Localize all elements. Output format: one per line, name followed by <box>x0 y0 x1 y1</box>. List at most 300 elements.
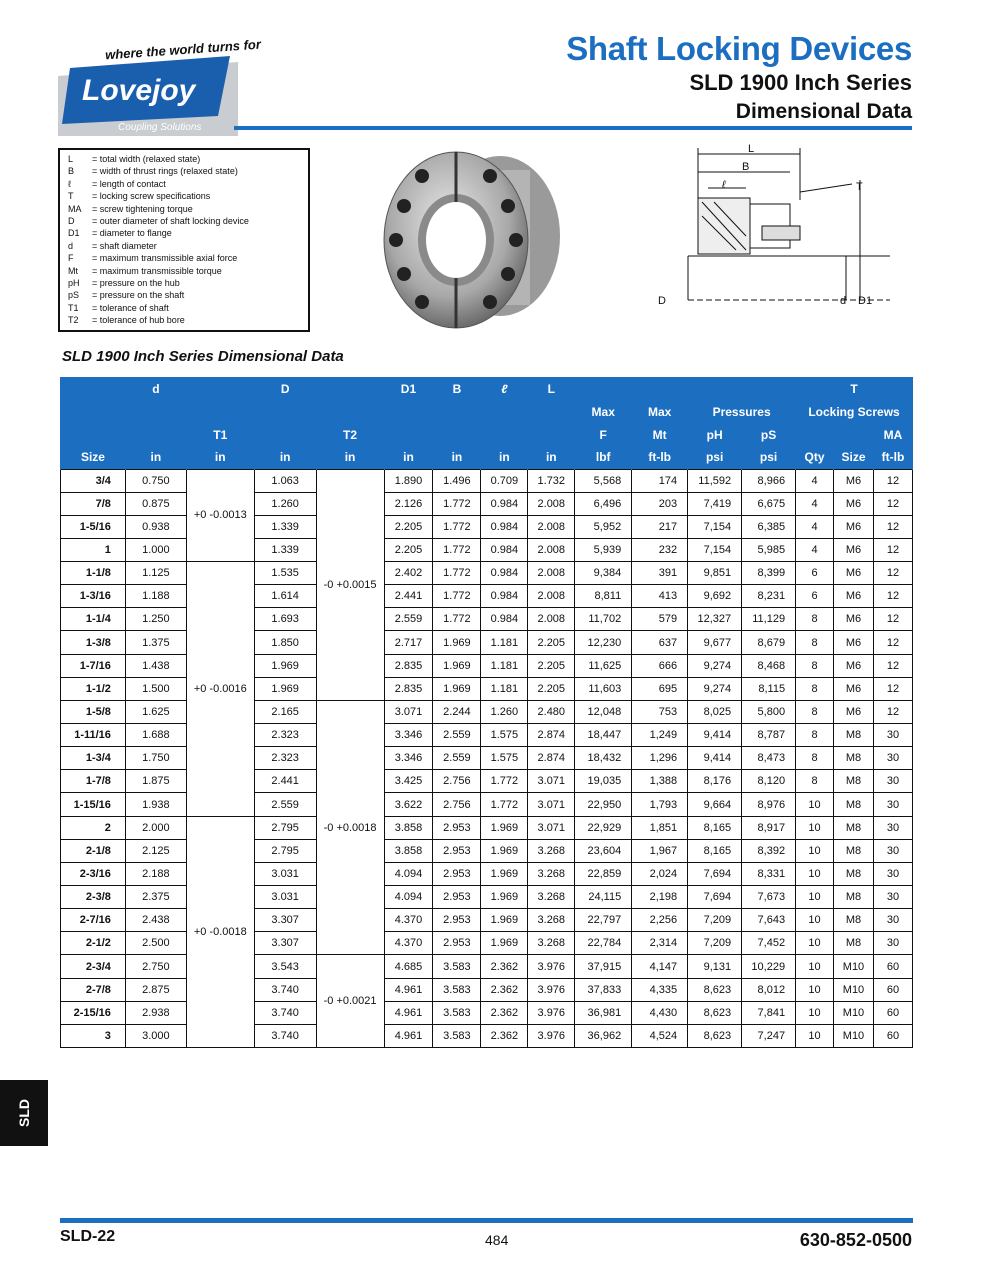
table-cell: 4 <box>796 492 834 515</box>
table-cell: 3.425 <box>384 770 433 793</box>
header-d: d <box>125 377 186 400</box>
legend-item <box>68 277 300 289</box>
table-cell: 12 <box>873 492 912 515</box>
table-cell: 7,209 <box>688 909 742 932</box>
unit-header: in <box>384 446 433 469</box>
table-cell: 8,473 <box>742 747 796 770</box>
table-cell: M10 <box>834 1001 874 1024</box>
table-cell: 2,256 <box>632 909 688 932</box>
table-cell: 8,468 <box>742 654 796 677</box>
table-cell: 11,603 <box>575 677 632 700</box>
table-cell: M8 <box>834 747 874 770</box>
table-cell: 2.008 <box>528 562 575 585</box>
table-cell: 1.772 <box>433 492 481 515</box>
table-cell: 8,966 <box>742 469 796 492</box>
header-locking-screws: Locking Screws <box>796 400 913 423</box>
header-max-torque: Max <box>632 400 688 423</box>
table-cell: 1.969 <box>481 839 528 862</box>
table-cell: 3.858 <box>384 839 433 862</box>
table-cell: 2,024 <box>632 862 688 885</box>
legend-item <box>68 240 300 252</box>
table-cell: 1-7/8 <box>61 770 126 793</box>
table-cell: 4,147 <box>632 955 688 978</box>
header-D1: D1 <box>384 377 433 400</box>
table-cell: 1.000 <box>125 538 186 561</box>
drawing-label-D1: D1 <box>858 295 873 307</box>
table-cell: 7,209 <box>688 932 742 955</box>
table-cell: 7,841 <box>742 1001 796 1024</box>
table-cell: 1-5/8 <box>61 700 126 723</box>
table-cell: 2.008 <box>528 585 575 608</box>
section-tab: SLD <box>0 1080 48 1146</box>
table-cell: 2.874 <box>528 747 575 770</box>
table-cell: 3.268 <box>528 886 575 909</box>
legend-definition: = outer diameter of shaft locking device <box>92 216 249 227</box>
table-cell: 1-7/16 <box>61 654 126 677</box>
legend-definition: = maximum transmissible axial force <box>92 253 238 264</box>
table-cell: 1 <box>61 538 126 561</box>
header-T2: T2 <box>316 423 384 446</box>
table-cell: 2-3/16 <box>61 862 126 885</box>
legend-item <box>68 215 300 227</box>
page-subtitle: Dimensional Data <box>735 100 912 123</box>
unit-header: lbf <box>575 446 632 469</box>
table-cell: 2.362 <box>481 978 528 1001</box>
table-cell: 37,833 <box>575 978 632 1001</box>
table-cell: 8,392 <box>742 839 796 862</box>
table-cell: 1.181 <box>481 677 528 700</box>
table-cell: 8,012 <box>742 978 796 1001</box>
table-cell: 4.685 <box>384 955 433 978</box>
table-cell: 2.795 <box>254 816 316 839</box>
table-cell: 1.260 <box>481 700 528 723</box>
shaft-tolerance-cell: +0 -0.0013 <box>186 469 254 562</box>
table-cell: 12 <box>873 469 912 492</box>
table-cell: 5,952 <box>575 515 632 538</box>
table-cell: 30 <box>873 793 912 816</box>
symbol-legend <box>58 148 310 332</box>
table-cell: 1-11/16 <box>61 724 126 747</box>
table-cell: 24,115 <box>575 886 632 909</box>
table-cell: 217 <box>632 515 688 538</box>
table-cell: 4,430 <box>632 1001 688 1024</box>
legend-definition: = total width (relaxed state) <box>92 154 201 164</box>
table-cell: 22,797 <box>575 909 632 932</box>
drawing-label-B: B <box>742 161 750 173</box>
legend-symbol: pS <box>68 290 80 301</box>
table-cell: 8 <box>796 770 834 793</box>
table-cell: 6,385 <box>742 515 796 538</box>
table-cell: M6 <box>834 469 874 492</box>
table-cell: 1.438 <box>125 654 186 677</box>
table-cell: 9,274 <box>688 654 742 677</box>
table-cell: 30 <box>873 770 912 793</box>
table-cell: 6,496 <box>575 492 632 515</box>
table-cell: 7/8 <box>61 492 126 515</box>
table-cell: 3.622 <box>384 793 433 816</box>
unit-header: Qty <box>796 446 834 469</box>
table-cell: 8 <box>796 677 834 700</box>
table-cell: 2-3/8 <box>61 886 126 909</box>
table-cell: 3.071 <box>528 816 575 839</box>
table-cell: M8 <box>834 839 874 862</box>
table-cell: 2.953 <box>433 909 481 932</box>
table-cell: 3.307 <box>254 932 316 955</box>
table-cell: 4 <box>796 538 834 561</box>
table-cell: 8,976 <box>742 793 796 816</box>
table-cell: 18,447 <box>575 724 632 747</box>
header-B: B <box>433 377 481 400</box>
table-cell: 1.772 <box>481 793 528 816</box>
table-cell: 8,623 <box>688 978 742 1001</box>
unit-header: in <box>125 446 186 469</box>
table-cell: M6 <box>834 515 874 538</box>
table-cell: 3.031 <box>254 862 316 885</box>
table-cell: 1.750 <box>125 747 186 770</box>
table-cell: 4,524 <box>632 1024 688 1047</box>
table-cell: 2.438 <box>125 909 186 932</box>
table-cell: 1.969 <box>433 631 481 654</box>
table-cell: 1.969 <box>481 886 528 909</box>
table-cell: 11,702 <box>575 608 632 631</box>
shaft-tolerance-cell: +0 -0.0016 <box>186 562 254 817</box>
table-cell: 1.772 <box>433 515 481 538</box>
table-cell: 3.543 <box>254 955 316 978</box>
table-cell: 2.750 <box>125 955 186 978</box>
table-cell: 2.125 <box>125 839 186 862</box>
table-cell: 1.688 <box>125 724 186 747</box>
legend-item <box>68 153 300 165</box>
table-cell: 1.969 <box>481 862 528 885</box>
hub-tolerance-cell: -0 +0.0018 <box>316 700 384 955</box>
table-cell: 1.969 <box>254 677 316 700</box>
legend-symbol: L <box>68 154 74 164</box>
table-cell: 2.953 <box>433 932 481 955</box>
legend-item <box>68 227 300 239</box>
table-cell: M8 <box>834 932 874 955</box>
table-cell: 203 <box>632 492 688 515</box>
table-cell: 18,432 <box>575 747 632 770</box>
legend-symbol: T1 <box>68 302 79 313</box>
unit-header: Size <box>834 446 874 469</box>
table-cell: M8 <box>834 886 874 909</box>
table-cell: 1.188 <box>125 585 186 608</box>
table-cell: 7,154 <box>688 538 742 561</box>
table-cell: 4.370 <box>384 909 433 932</box>
table-cell: 12 <box>873 608 912 631</box>
table-cell: 2.559 <box>433 747 481 770</box>
table-cell: 8,623 <box>688 1001 742 1024</box>
table-cell: 1-3/16 <box>61 585 126 608</box>
table-cell: 7,452 <box>742 932 796 955</box>
table-cell: 9,414 <box>688 747 742 770</box>
table-cell: 3/4 <box>61 469 126 492</box>
table-cell: 7,694 <box>688 886 742 909</box>
table-cell: 1.732 <box>528 469 575 492</box>
table-cell: 60 <box>873 1024 912 1047</box>
table-cell: 5,939 <box>575 538 632 561</box>
table-cell: 3.583 <box>433 978 481 1001</box>
brand-name: Lovejoy <box>82 74 196 107</box>
unit-header: in <box>528 446 575 469</box>
table-cell: 2,198 <box>632 886 688 909</box>
unit-header: psi <box>742 446 796 469</box>
table-cell: 8,811 <box>575 585 632 608</box>
table-cell: 10 <box>796 909 834 932</box>
table-cell: 8 <box>796 654 834 677</box>
table-cell: 1.375 <box>125 631 186 654</box>
table-cell: 2.953 <box>433 886 481 909</box>
table-cell: 7,419 <box>688 492 742 515</box>
table-cell: 3.976 <box>528 955 575 978</box>
table-cell: 2.953 <box>433 816 481 839</box>
brand-subtitle: Coupling Solutions <box>118 122 202 133</box>
table-cell: 1.772 <box>433 585 481 608</box>
table-cell: 2.874 <box>528 724 575 747</box>
table-cell: 30 <box>873 816 912 839</box>
table-cell: M10 <box>834 978 874 1001</box>
table-cell: 9,384 <box>575 562 632 585</box>
table-cell: 1.969 <box>481 909 528 932</box>
table-cell: 1.772 <box>433 562 481 585</box>
table-cell: 1-15/16 <box>61 793 126 816</box>
table-cell: M8 <box>834 909 874 932</box>
unit-header: in <box>316 446 384 469</box>
table-cell: 5,568 <box>575 469 632 492</box>
table-cell: 4 <box>796 469 834 492</box>
table-cell: 0.984 <box>481 492 528 515</box>
table-cell: 1,793 <box>632 793 688 816</box>
table-cell: 2-3/4 <box>61 955 126 978</box>
table-cell: 1,967 <box>632 839 688 862</box>
table-cell: 3.268 <box>528 932 575 955</box>
table-cell: 12 <box>873 562 912 585</box>
table-cell: 2.375 <box>125 886 186 909</box>
table-cell: 2-7/8 <box>61 978 126 1001</box>
table-cell: 1.500 <box>125 677 186 700</box>
footer-rule <box>60 1218 913 1223</box>
table-cell: 10 <box>796 886 834 909</box>
table-cell: 0.938 <box>125 515 186 538</box>
table-cell: 0.984 <box>481 585 528 608</box>
header-pH: pH <box>688 423 742 446</box>
table-cell: 1.850 <box>254 631 316 654</box>
legend-symbol: Mt <box>68 265 78 276</box>
table-cell: 1.969 <box>254 654 316 677</box>
table-cell: 12 <box>873 700 912 723</box>
table-cell: 23,604 <box>575 839 632 862</box>
table-cell: 10 <box>796 1024 834 1047</box>
table-cell: 30 <box>873 747 912 770</box>
table-cell: 3.071 <box>528 770 575 793</box>
table-cell: M6 <box>834 538 874 561</box>
table-cell: 2.205 <box>384 538 433 561</box>
header-max-force: Max <box>575 400 632 423</box>
legend-item <box>68 203 300 215</box>
table-cell: 1-3/8 <box>61 631 126 654</box>
table-cell: 8,679 <box>742 631 796 654</box>
table-cell: 3.976 <box>528 978 575 1001</box>
table-cell: 1.938 <box>125 793 186 816</box>
table-cell: 579 <box>632 608 688 631</box>
table-row <box>61 469 913 492</box>
legend-item <box>68 190 300 202</box>
legend-item <box>68 178 300 190</box>
unit-header: psi <box>688 446 742 469</box>
table-cell: 2.205 <box>528 677 575 700</box>
table-cell: 2.008 <box>528 538 575 561</box>
table-cell: 8 <box>796 631 834 654</box>
table-cell: 1.575 <box>481 724 528 747</box>
header-MA: MA <box>873 423 912 446</box>
table-cell: 2.165 <box>254 700 316 723</box>
table-cell: 10 <box>796 1001 834 1024</box>
table-cell: 12 <box>873 538 912 561</box>
table-cell: 12 <box>873 585 912 608</box>
table-cell: 4.094 <box>384 862 433 885</box>
table-cell: 2.938 <box>125 1001 186 1024</box>
table-cell: 2.008 <box>528 515 575 538</box>
table-cell: 2.559 <box>384 608 433 631</box>
legend-definition: = tolerance of hub bore <box>92 315 185 326</box>
table-cell: 4.094 <box>384 886 433 909</box>
table-cell: 2.441 <box>254 770 316 793</box>
table-cell: 8 <box>796 608 834 631</box>
table-cell: 2.205 <box>528 631 575 654</box>
table-cell: 30 <box>873 932 912 955</box>
table-cell: M6 <box>834 677 874 700</box>
table-cell: M10 <box>834 955 874 978</box>
table-cell: 2.756 <box>433 770 481 793</box>
table-cell: 2.362 <box>481 1024 528 1047</box>
table-cell: 1.339 <box>254 515 316 538</box>
table-cell: 1-3/4 <box>61 747 126 770</box>
table-cell: 5,800 <box>742 700 796 723</box>
legend-definition: = tolerance of shaft <box>92 302 169 313</box>
table-cell: 695 <box>632 677 688 700</box>
unit-header: ft-lb <box>873 446 912 469</box>
table-cell: 2.953 <box>433 839 481 862</box>
table-cell: 1.875 <box>125 770 186 793</box>
legend-symbol: D <box>68 216 75 227</box>
table-cell: 10 <box>796 793 834 816</box>
table-cell: 2-1/8 <box>61 839 126 862</box>
table-cell: 174 <box>632 469 688 492</box>
table-cell: 9,274 <box>688 677 742 700</box>
table-cell: 1.181 <box>481 631 528 654</box>
table-cell: M8 <box>834 724 874 747</box>
table-cell: 9,414 <box>688 724 742 747</box>
table-cell: 8,231 <box>742 585 796 608</box>
table-cell: 8,331 <box>742 862 796 885</box>
table-cell: M6 <box>834 631 874 654</box>
table-cell: 10 <box>796 862 834 885</box>
header-F: F <box>575 423 632 446</box>
table-cell: 4.961 <box>384 978 433 1001</box>
table-cell: 2-7/16 <box>61 909 126 932</box>
table-cell: 36,981 <box>575 1001 632 1024</box>
header-pressures: Pressures <box>688 400 796 423</box>
legend-definition: = locking screw specifications <box>92 191 211 202</box>
table-cell: 3.740 <box>254 978 316 1001</box>
table-cell: 1.125 <box>125 562 186 585</box>
table-cell: 22,929 <box>575 816 632 839</box>
table-cell: 2 <box>61 816 126 839</box>
table-cell: M8 <box>834 770 874 793</box>
table-cell: 6,675 <box>742 492 796 515</box>
table-cell: 9,677 <box>688 631 742 654</box>
table-cell: 2,314 <box>632 932 688 955</box>
dimension-drawing <box>650 140 900 340</box>
legend-definition: = screw tightening torque <box>92 203 193 214</box>
table-cell: 3.268 <box>528 909 575 932</box>
table-cell: 4,335 <box>632 978 688 1001</box>
legend-symbol: T <box>68 191 74 202</box>
table-cell: 1.693 <box>254 608 316 631</box>
table-cell: 10 <box>796 839 834 862</box>
unit-header: ft-lb <box>632 446 688 469</box>
table-cell: 666 <box>632 654 688 677</box>
table-cell: 3.583 <box>433 955 481 978</box>
table-cell: 12,230 <box>575 631 632 654</box>
table-cell: 0.984 <box>481 515 528 538</box>
table-cell: 11,625 <box>575 654 632 677</box>
table-cell: 10,229 <box>742 955 796 978</box>
table-cell: 1.063 <box>254 469 316 492</box>
table-cell: 1.969 <box>433 677 481 700</box>
table-cell: 12 <box>873 515 912 538</box>
table-cell: 12 <box>873 631 912 654</box>
table-cell: 3.583 <box>433 1001 481 1024</box>
dimensional-data-table <box>60 377 913 1048</box>
table-cell: 2-15/16 <box>61 1001 126 1024</box>
legend-item <box>68 165 300 177</box>
table-cell: 6 <box>796 562 834 585</box>
series-title: SLD 1900 Inch Series <box>689 70 912 95</box>
table-cell: 6 <box>796 585 834 608</box>
table-cell: 7,154 <box>688 515 742 538</box>
page-code: SLD-22 <box>60 1228 116 1245</box>
table-cell: 8 <box>796 700 834 723</box>
table-cell: 2.402 <box>384 562 433 585</box>
table-cell: 8 <box>796 747 834 770</box>
table-cell: 22,784 <box>575 932 632 955</box>
table-cell: 1.969 <box>481 932 528 955</box>
legend-symbol: F <box>68 253 74 264</box>
table-cell: 7,247 <box>742 1024 796 1047</box>
legend-item <box>68 265 300 277</box>
table-cell: 8,917 <box>742 816 796 839</box>
table-cell: 9,692 <box>688 585 742 608</box>
legend-symbol: pH <box>68 278 80 289</box>
table-cell: 3.071 <box>528 793 575 816</box>
table-cell: 8,399 <box>742 562 796 585</box>
table-cell: 3.000 <box>125 1024 186 1047</box>
table-cell: 8,025 <box>688 700 742 723</box>
unit-header: in <box>186 446 254 469</box>
table-cell: 1,851 <box>632 816 688 839</box>
table-cell: 753 <box>632 700 688 723</box>
table-cell: 2.323 <box>254 724 316 747</box>
table-cell: 7,673 <box>742 886 796 909</box>
table-cell: 1,296 <box>632 747 688 770</box>
table-cell: 8,623 <box>688 1024 742 1047</box>
table-cell: 0.984 <box>481 538 528 561</box>
table-cell: 2.362 <box>481 1001 528 1024</box>
table-cell: 1,388 <box>632 770 688 793</box>
table-cell: 12,327 <box>688 608 742 631</box>
legend-symbol: T2 <box>68 315 79 326</box>
